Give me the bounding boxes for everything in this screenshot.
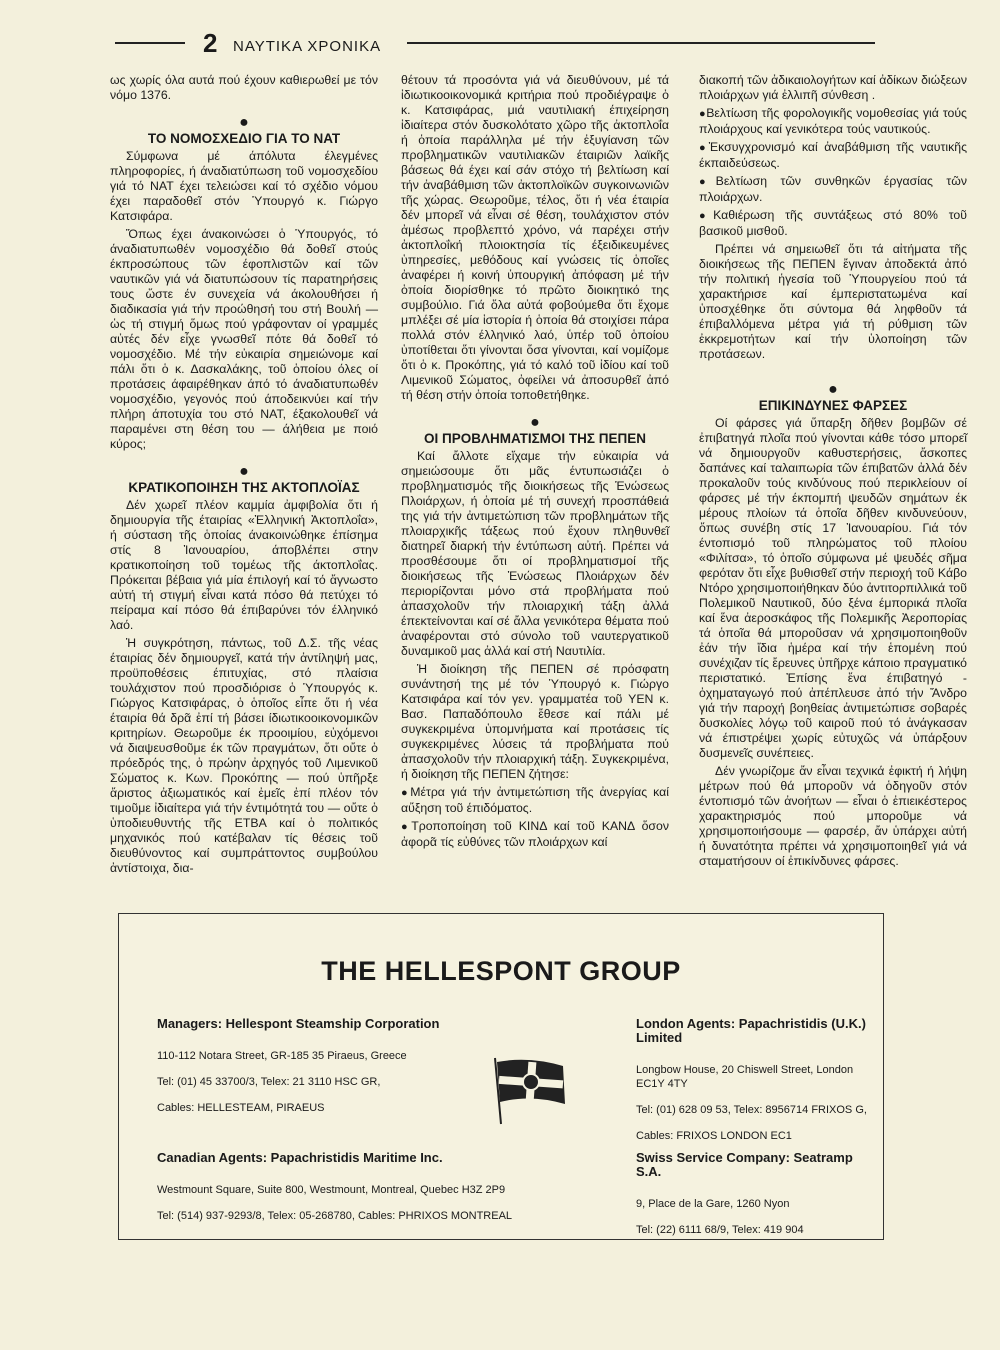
ad-london-heading: London Agents: Papachristidis (U.K.) Limited (636, 1016, 866, 1045)
ad-swiss-tel: Tel: (22) 6111 68/9, Telex: 419 904 (636, 1224, 804, 1236)
ad-london-block (636, 1017, 876, 1155)
pepen-demand-5: ● Βελτίωση τῶν συνθηκῶν έργασίας τῶν πλοιάρχων. (699, 174, 967, 205)
col1-intro: ως χωρίς όλα αυτά πού έχουν καθιερωθεί με τόν νόμο 1376. (110, 73, 378, 102)
page-number: 2 (203, 28, 218, 58)
section-bullet-icon: ● (239, 463, 249, 480)
flag-emblem-icon (489, 1054, 569, 1126)
header-rule-right (407, 42, 875, 44)
hoaxes-para-1: Οί φάρσες γιά ὕπαρξη δῆθεν βομβῶν σέ ἐπιβατηγά πλοῖα πού γίνονται κάθε τόσο μπορεῖ νά δημιουργοῦν καθυστερήσεις, ἄσκοπες δαπάνες καί ταλαιπωρία τῶν έπιβατῶν ἀλλά δέν προκαλοῦν τούς κινδύνους πού περικλείουν οί φάρσες μέ τήν έκπομπή ψευδῶν σημάτων έκ μέρους πλοίων τά ὁποῖα δῆθεν κινδυνεύουν, ὅπως συνέβη στίς 17 Ἰανουαρίου. Γιά τόν έντοπισμό τοῦ πληρώματος τοῦ πλοίου «Φιλίτσα», τό ὁποῖο σύμφωνα μέ ψευδές σῆμα φερόταν ὅτι εἶχε βυθισθεῖ στήν περιοχή τοῦ Κάβο Ντόρο χρησιμοποιήθηκαν δύο ἀντιτορπιλλικά τοῦ Πολεμικοῦ Ναυτικοῦ, δύο ξένα έμπορικά πλοῖα καί ἕνα ἀεροσκάφος τῆς Πολεμικῆς Ἀεροπορίας τά ὁποῖα θά μποροῦσαν νά χρησιμοποιηθοῦν ἐάν τήν ἴδια ἡμέρα καί τήν ἑπομένη πού συνέχιζαν τίς ἔρευνες ὑπῆρχε κάποιο πραγματικό περιστατικό. Ἐπίσης ἕνα έπιβατηγό - ὀχηματαγωγό πού ἀπέπλευσε ἀπό τήν Ἄνδρο γιά τήν παροχή βοηθείας ἀντιμετώπισε σοβαρές δυσκολίες λόγῳ τοῦ καιροῦ πού τό ἀνάγκασαν νά έπιστρέψει χωρίς εὐτυχῶς νά ὑπάρξουν δυσμενεῖς συνέπειες. (699, 416, 967, 760)
heading-pepen: ΟΙ ΠΡΟΒΛΗΜΑΤΙΣΜΟΙ ΤΗΣ ΠΕΠΕΝ (423, 431, 647, 446)
section-bullet-icon: ● (239, 114, 249, 131)
ad-managers-heading: Managers: Hellespont Steamship Corporation (157, 1016, 440, 1031)
ad-managers-block (157, 1017, 477, 1127)
nat-para-1: Σύμφωνα μέ άπόλυτα έλεγμένες πληροφορίες, ή άναδιατύπωση τοῦ νομοσχεδίου γιά τό ΝΑΤ έχει τελειώσει καί τό σχέδιο νόμου έχει παραδοθεῖ στόν Ὑπουργό κ. Γιώργο Κατσιφάρα. (110, 149, 378, 223)
column-3 (699, 73, 967, 872)
ad-managers-cables: Cables: HELLESTEAM, PIRAEUS (157, 1102, 325, 1114)
pepen-demand-4: ● Ἐκσυγχρονισμό καί ἀναβάθμιση τῆς ναυτικῆς έκπαιδεύσεως. (699, 140, 967, 171)
ad-title: THE HELLESPONT GROUP (321, 956, 681, 986)
ad-swiss-block (636, 1151, 876, 1249)
hoaxes-para-2: Δέν γνωρίζομε ἄν εἶναι τεχνικά ἐφικτή ή λήψη μέτρων πού θά μποροῦν νά ὁδηγοῦν στόν έντοπισμό τῶν ἀνοήτων — εἶναι ὁ ἐπιεικέστερος χαρακτηρισμός πού μποροῦμε νά χρησιμοποιήσουμε — φαρσέρ, ἄν ὑπάρχει αὐτή ή δυνατότητα πρέπει νά χρησιμοποιηθεῖ γιά νά σταματήσουν οί ἐπικίνδυνες φάρσες. (699, 764, 967, 868)
publication-title: ΝΑΥΤΙΚΑ ΧΡΟΝΙΚΑ (233, 38, 382, 55)
ad-london-address: Longbow House, 20 Chiswell Street, London EC1Y 4TY (636, 1064, 854, 1090)
pepen-para-2: Ἡ διοίκηση τῆς ΠΕΠΕΝ σέ πρόσφατη συνάντησή της μέ τόν Ὑπουργό κ. Γιώργο Κατσιφάρα καί τόν γεν. γραμματέα τοῦ ΥΕΝ κ. Βασ. Παπαδόπουλο ἔθεσε καί πάλι μέ συγκεκριμένα ὑπομνήματα καί προτάσεις τίς συγκεκριμένες λύσεις τά προβλήματα πού ἀπασχολοῦν τήν πλοιαρχική τάξη. Συγκεκριμένα, ή διοίκηση τῆς ΠΕΠΕΝ ζήτησε: (401, 662, 669, 781)
nationalization-para-2: Ἡ συγκρότηση, πάντως, τοῦ Δ.Σ. τῆς νέας έταιρίας δέν δημιουργεῖ, κατά τήν ἀντίληψή μας, προϋποθέσεις έπιτυχίας, στό πλαίσια τουλάχιστον πού προσδιόρισε ὁ Ὑπουργός κ. Γιώργος Κατσιφάρας, ὁ ὁποῖος εἶπε ὅτι ή νέα έταιρία θά δρᾶ ἐπί τή βάσει ίδιωτικοοικονομικῶν κριτηρίων. Θεωροῦμε έκ προοιμίου, εὐχόμενοι νά διαψευσθοῦμε έκ τῶν πραγμάτων, ὅτι οὔτε ὁ πρόεδρός της, ὁ πρώην ἀρχηγός τοῦ Λιμενικοῦ Σώματος κ. Κων. Προκόπης — πού ὑπῆρξε ἄριστος ἀξιωματικός καί ἐμεῖς ἐπί πλέον τόν τιμοῦμε ἰδιαίτερα γιά τήν έντιμότητά του — οὔτε ὁ ὑποδιευθυντής τῆς ΕΤΒΑ καί ὁ πολιτικός μηχανικός πού κατέβαλαν τίς θέσεις τοῦ διευθύνοντος καί συμπράττοντος συμβούλου ἀντίστοιχα, δια- (110, 636, 378, 875)
ad-canada-block (157, 1151, 577, 1235)
section-bullet-icon: ● (828, 381, 838, 398)
page-header (115, 30, 875, 60)
col2-para-1: θέτουν τά προσόντα γιά νά διευθύνουν, μέ τά ἰδιωτικοοικονομικά κριτήρια πού προδιέγραψε ὁ κ. Κατσιφάρας, μιά ναυτιλιακή έπιχείρηση ἰδιαίτερα στόν δυσκολότατο χῶρο τῆς ἀκτοπλοΐα ή ὁποία παράλληλα μέ τήν ἐξυγίανση τῶν προβληματικῶν ναυτιλιακῶν έταιριῶν λαϊκῆς βάσεως θά έχει καί σάν στόχο τή βελτίωση καί τήν ἀναβάθμιση τῶν ἀκτοπλοϊκῶν συγκοινωνιῶν τῆς χώρας. Θεωροῦμε, τέλος, ὅτι ή νέα έταιρία δέν μπορεῖ νά εἶναι σέ θέση, τουλάχιστον στόν ἀμέσως προβλεπτό χρόνο, νά παρέχει στήν ἀκτοπλοΐκή πλοιοκτησία τίς έξειδικευμένες ὑπηρεσίες, μεθόδους καί γνώσεις τίς ὁποῖες ἀναφέρει ή κοινή ὑπουργική ἀπόφαση μέ τήν ὁποία διορίσθηκε τό πρῶτο διοικητικό της συμβούλιο. Γιά ὅλα αὐτά φοβούμεθα ὅτι ἔχομε μπλέξει σέ μία ἱστορία ή ὁποία θά στοιχίσει πάρα πολλά στόν έλληνικό λαό, ὑπέρ τοῦ ὁποίου ὑποτίθεται ὅτι γίνονται ὅσα γίνονται, καί νομίζομε ὅτι ὁ κ. Προκόπης, γιά τό καλό τοῦ ἰδίου καί τοῦ Λιμενικοῦ Σώματος, ὀφείλει νά ἀποσυρθεῖ ἀπό τή θέση στήν ὁποία τοποθετήθηκε. (401, 73, 669, 402)
ad-canada-tel: Tel: (514) 937-9293/8, Telex: 05-268780, Cables: PHRIXOS MONTREAL (157, 1210, 513, 1222)
pepen-para-1: Καί ἄλλοτε εἴχαμε τήν εὐκαιρία νά σημειώσουμε ὅτι μᾶς έντυπωσιάζει ὁ προβληματισμός τῆς διοικήσεως τῆς Ἑνώσεως Πλοιάρχων, ή ὁποία μέ τή συνεχή προσπάθειά της γιά τήν ἀντιμετώπιση τῶν προβλημάτων τῆς πλοιαρχικῆς τάξεως πού ἔχουν πληθυνθεῖ διατηρεῖ διαρκή τήν έντύπωση αὐτή. Πρέπει νά προσθέσουμε ὅτι οί προβληματισμοί τῆς διοικήσεως τῆς Ἑνώσεως Πλοιάρχων δέν περιορίζονται μόνο στά προβλήματα πού ἀπασχολοῦν τήν πλοιαρχική τάξη ἀλλά έπεκτείνονται καί σέ ἄλλα γενικότερα θέματα πού ἀναφέρονται στό σύνολο τοῦ ναυτεργατικοῦ δυναμικοῦ μας ἀλλά καί στή Ναυτιλία. (401, 449, 669, 658)
section-bullet-icon: ● (530, 414, 540, 431)
header-rule-left (115, 42, 185, 44)
nat-para-2: Ὅπως έχει άνακοινώσει ὁ Ὑπουργός, τό άναδιατυπωθέν νομοσχέδιο θά δοθεῖ στούς έκπροσώπους τῶν έφοπλιστῶν καί τῶν ναυτικῶν γιά νά διατυπώσουν τίς παρατηρήσεις τους ὥστε έν συνεχεία νά άκολουθήσει ή διαδικασία γιά τήν προώθησή του στή Βουλή — ὡς τή στιγμή ὅμως πού γράφονταν οί γραμμές αὐτές δέν εἶχε γνωσθεῖ πότε θά δοθεῖ τό νομοσχέδιο. Μέ τήν εὐκαιρία σημειώνομε καί πάλι ὅτι ὁ κ. Δασκαλάκης, τοῦ ὁποίου όλες οί προτάσεις άφαιρέθηκαν άπό τό άναδιατυπωθέν νομοσχέδιο, γεγονός πού άποδεικνύει καί τήν πλήρη άποτυχία του στό ΝΑΤ, έξακολουθεῖ νά παραμένει στη θέση του — άλήθεια με ποιό κύρος; (110, 227, 378, 451)
heading-nationalization: ΚΡΑΤΙΚΟΠΟΙΗΣΗ ΤΗΣ ΑΚΤΟΠΛΟΪΑΣ (128, 480, 360, 495)
ad-managers-address: 110-112 Notara Street, GR-185 35 Piraeus, Greece (157, 1050, 407, 1062)
pepen-demand-3: ● Βελτίωση τῆς φορολογικῆς νομοθεσίας γιά τούς πλοιάρχους καί γενικότερα τούς ναυτικούς. (699, 106, 967, 137)
ad-swiss-address: 9, Place de la Gare, 1260 Nyon (636, 1198, 790, 1210)
pepen-demand-6: ● Καθιέρωση τῆς συντάξεως στό 80% τοῦ βασικοῦ μισθοῦ. (699, 208, 967, 239)
ad-london-cables: Cables: FRIXOS LONDON EC1 (636, 1130, 792, 1142)
ad-london-tel: Tel: (01) 628 09 53, Telex: 8956714 FRIXOS G, (636, 1104, 867, 1116)
hellespont-advertisement (118, 913, 884, 1240)
col3-para-2: Πρέπει νά σημειωθεῖ ὅτι τά αἰτήματα τῆς διοικήσεως τῆς ΠΕΠΕΝ ἔγιναν ἀποδεκτά ἀπό τήν πολιτική ἡγεσία τοῦ Ὑπουργείου πού τά χαρακτήρισε καί έμπεριστατωμένα καί ὑποσχέθηκε ὅτι σύντομα θά ληφθοῦν τά έπιβαλλόμενα μέτρα γιά τή ρύθμιση τῶν ἐκκρεμοτήτων καί τήν ὑλοποίηση τῶν προτάσεων. (699, 242, 967, 361)
col3-para-1: διακοπή τῶν ἀδικαιολογήτων καί ἀδίκων διώξεων πλοιάρχων γιά ἐλλιπῆ σύνθεση . (699, 73, 967, 102)
ad-managers-tel: Tel: (01) 45 33700/3, Telex: 21 3110 HSC GR, (157, 1076, 381, 1088)
ad-swiss-heading: Swiss Service Company: Seatramp S.A. (636, 1150, 853, 1179)
ad-canada-heading: Canadian Agents: Papachristidis Maritime Inc. (157, 1150, 443, 1165)
ad-canada-address: Westmount Square, Suite 800, Westmount, Montreal, Quebec H3Z 2P9 (157, 1184, 506, 1196)
column-2 (401, 73, 669, 853)
pepen-demand-2: ● Τροποποίηση τοῦ ΚΙΝΔ καί τοῦ ΚΑΝΔ ὅσον ἀφορᾶ τίς εὐθύνες τῶν πλοιάρχων καί (401, 819, 669, 850)
heading-hoaxes: ΕΠΙΚΙΝΔΥΝΕΣ ΦΑΡΣΕΣ (758, 398, 908, 413)
heading-nat-bill: ΤΟ ΝΟΜΟΣΧΕΔΙΟ ΓΙΑ ΤΟ ΝΑΤ (147, 131, 341, 146)
column-1 (110, 73, 378, 879)
nationalization-para-1: Δέν χωρεῖ πλέον καμμία ἀμφιβολία ὅτι ή δημιουργία τῆς έταιρίας «Ἐλληνική Ἀκτοπλοΐα», ή σύσταση τῆς ὁποίας άνακοινώθηκε έπίσημα στίς 8 Ἰανουαρίου, άποβλέπει στην κρατικοποίηση τοῦ τομέως τῆς άκτοπλοΐας. Πρόκειται βέβαια γιά μία έπιλογή καί τό ἄγνωστο αὐτή τή στιγμή εἶναι κατά πόσο θά πετύχει τό πείραμα καί πόσο θά έπιβαρύνει τόν έλληνικό λαό. (110, 498, 378, 632)
pepen-demand-1: ● Μέτρα γιά τήν ἀντιμετώπιση τῆς ἀνεργίας καί αὔξηση τοῦ έπιδόματος. (401, 785, 669, 816)
